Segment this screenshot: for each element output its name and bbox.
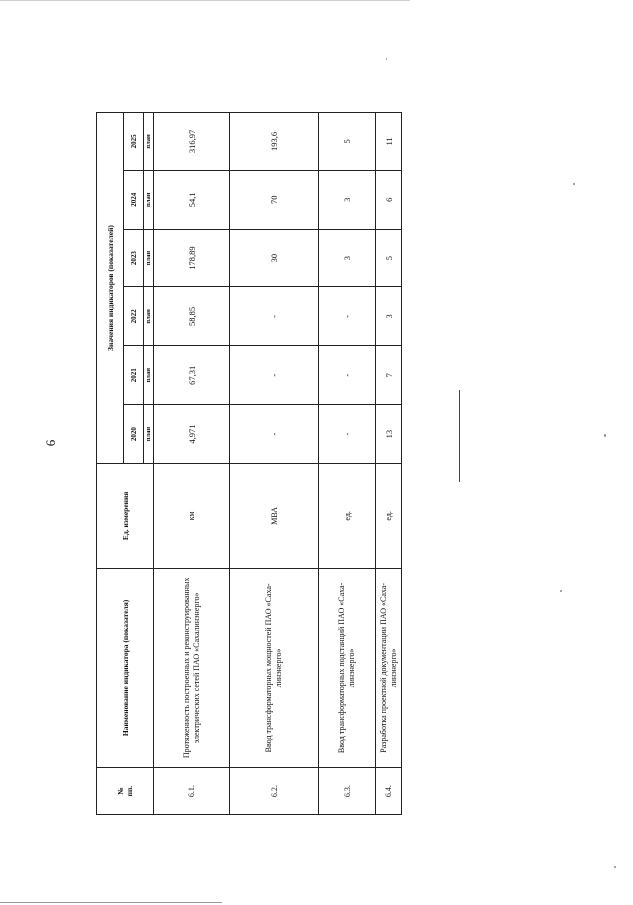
header-plan: план (144, 113, 154, 171)
row-value: 4,971 (154, 405, 230, 464)
row-value: - (319, 346, 376, 405)
row-value: 7 (376, 346, 402, 405)
scan-edge-bottom (0, 902, 222, 903)
row-value: 30 (230, 229, 319, 287)
table-row (230, 113, 319, 815)
page-number: 6 (43, 439, 58, 447)
header-plan: план (144, 346, 154, 405)
row-unit: ед. (376, 464, 402, 569)
header-year: 2020 (124, 405, 144, 464)
header-year: 2024 (124, 170, 144, 229)
scan-speck (386, 58, 387, 60)
scan-speck (614, 866, 616, 868)
row-name: Разработка проектной документации ПАО «Саха-линэнерго» (376, 568, 402, 767)
row-value: 67,31 (154, 346, 230, 405)
row-name: Протяженность построенных и реконструированных электрических сетей ПАО «Сахалинэнерго» (154, 568, 230, 767)
row-value: 11 (376, 113, 402, 171)
row-unit: МВА (230, 464, 319, 569)
row-num: 6.3. (319, 768, 376, 815)
row-value: - (230, 346, 319, 405)
signature-line (459, 390, 460, 482)
indicator-table-wrapper (96, 112, 401, 815)
row-value: 5 (319, 113, 376, 171)
header-year: 2023 (124, 229, 144, 287)
row-num: 6.4. (376, 768, 402, 815)
row-value: 54,1 (154, 170, 230, 229)
row-num: 6.2. (230, 768, 319, 815)
row-value: - (319, 405, 376, 464)
row-value: 70 (230, 170, 319, 229)
header-year: 2025 (124, 113, 144, 171)
table-row (154, 113, 230, 815)
table-row (319, 113, 376, 815)
row-value: 6 (376, 170, 402, 229)
header-plan: план (144, 229, 154, 287)
header-unit: Ед. измерения (97, 464, 154, 569)
row-value: - (230, 287, 319, 346)
row-name: Ввод трансформаторных мощностей ПАО «Саха-линэнерго» (230, 568, 319, 767)
row-value: 178,89 (154, 229, 230, 287)
header-plan: план (144, 170, 154, 229)
row-value: 3 (319, 229, 376, 287)
row-num: 6.1. (154, 768, 230, 815)
header-values-group: Значения индикаторов (показателей) (97, 113, 124, 464)
row-value: - (319, 287, 376, 346)
row-value: 58,85 (154, 287, 230, 346)
scan-edge-top (0, 0, 410, 1)
row-unit: ед. (319, 464, 376, 569)
table-row (376, 113, 402, 815)
header-year: 2021 (124, 346, 144, 405)
row-value: 3 (319, 170, 376, 229)
row-value: 316,97 (154, 113, 230, 171)
header-num: № пп. (97, 768, 154, 815)
row-value: - (230, 405, 319, 464)
scan-speck (573, 183, 575, 185)
row-value: 193,6 (230, 113, 319, 171)
header-plan: план (144, 405, 154, 464)
scan-speck (560, 590, 562, 592)
row-value: 5 (376, 229, 402, 287)
row-name: Ввод трансформаторных подстанций ПАО «Саха-линэнерго» (319, 568, 376, 767)
header-plan: план (144, 287, 154, 346)
row-value: 13 (376, 405, 402, 464)
header-year: 2022 (124, 287, 144, 346)
scan-speck (604, 434, 606, 437)
row-value: 3 (376, 287, 402, 346)
header-name: Наименование индикатора (показателя) (97, 568, 154, 767)
indicator-table (96, 112, 402, 815)
row-unit: км (154, 464, 230, 569)
